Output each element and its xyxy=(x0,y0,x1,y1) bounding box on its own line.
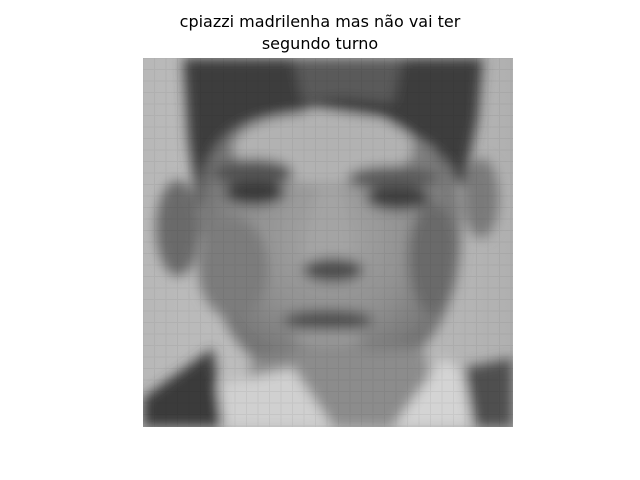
face-image xyxy=(143,58,513,427)
title-line-1: cpiazzi madrilenha mas não vai ter xyxy=(179,12,461,31)
face-image-svg xyxy=(143,58,513,427)
figure-title xyxy=(0,11,640,55)
title-line-2: segundo turno xyxy=(261,34,379,53)
